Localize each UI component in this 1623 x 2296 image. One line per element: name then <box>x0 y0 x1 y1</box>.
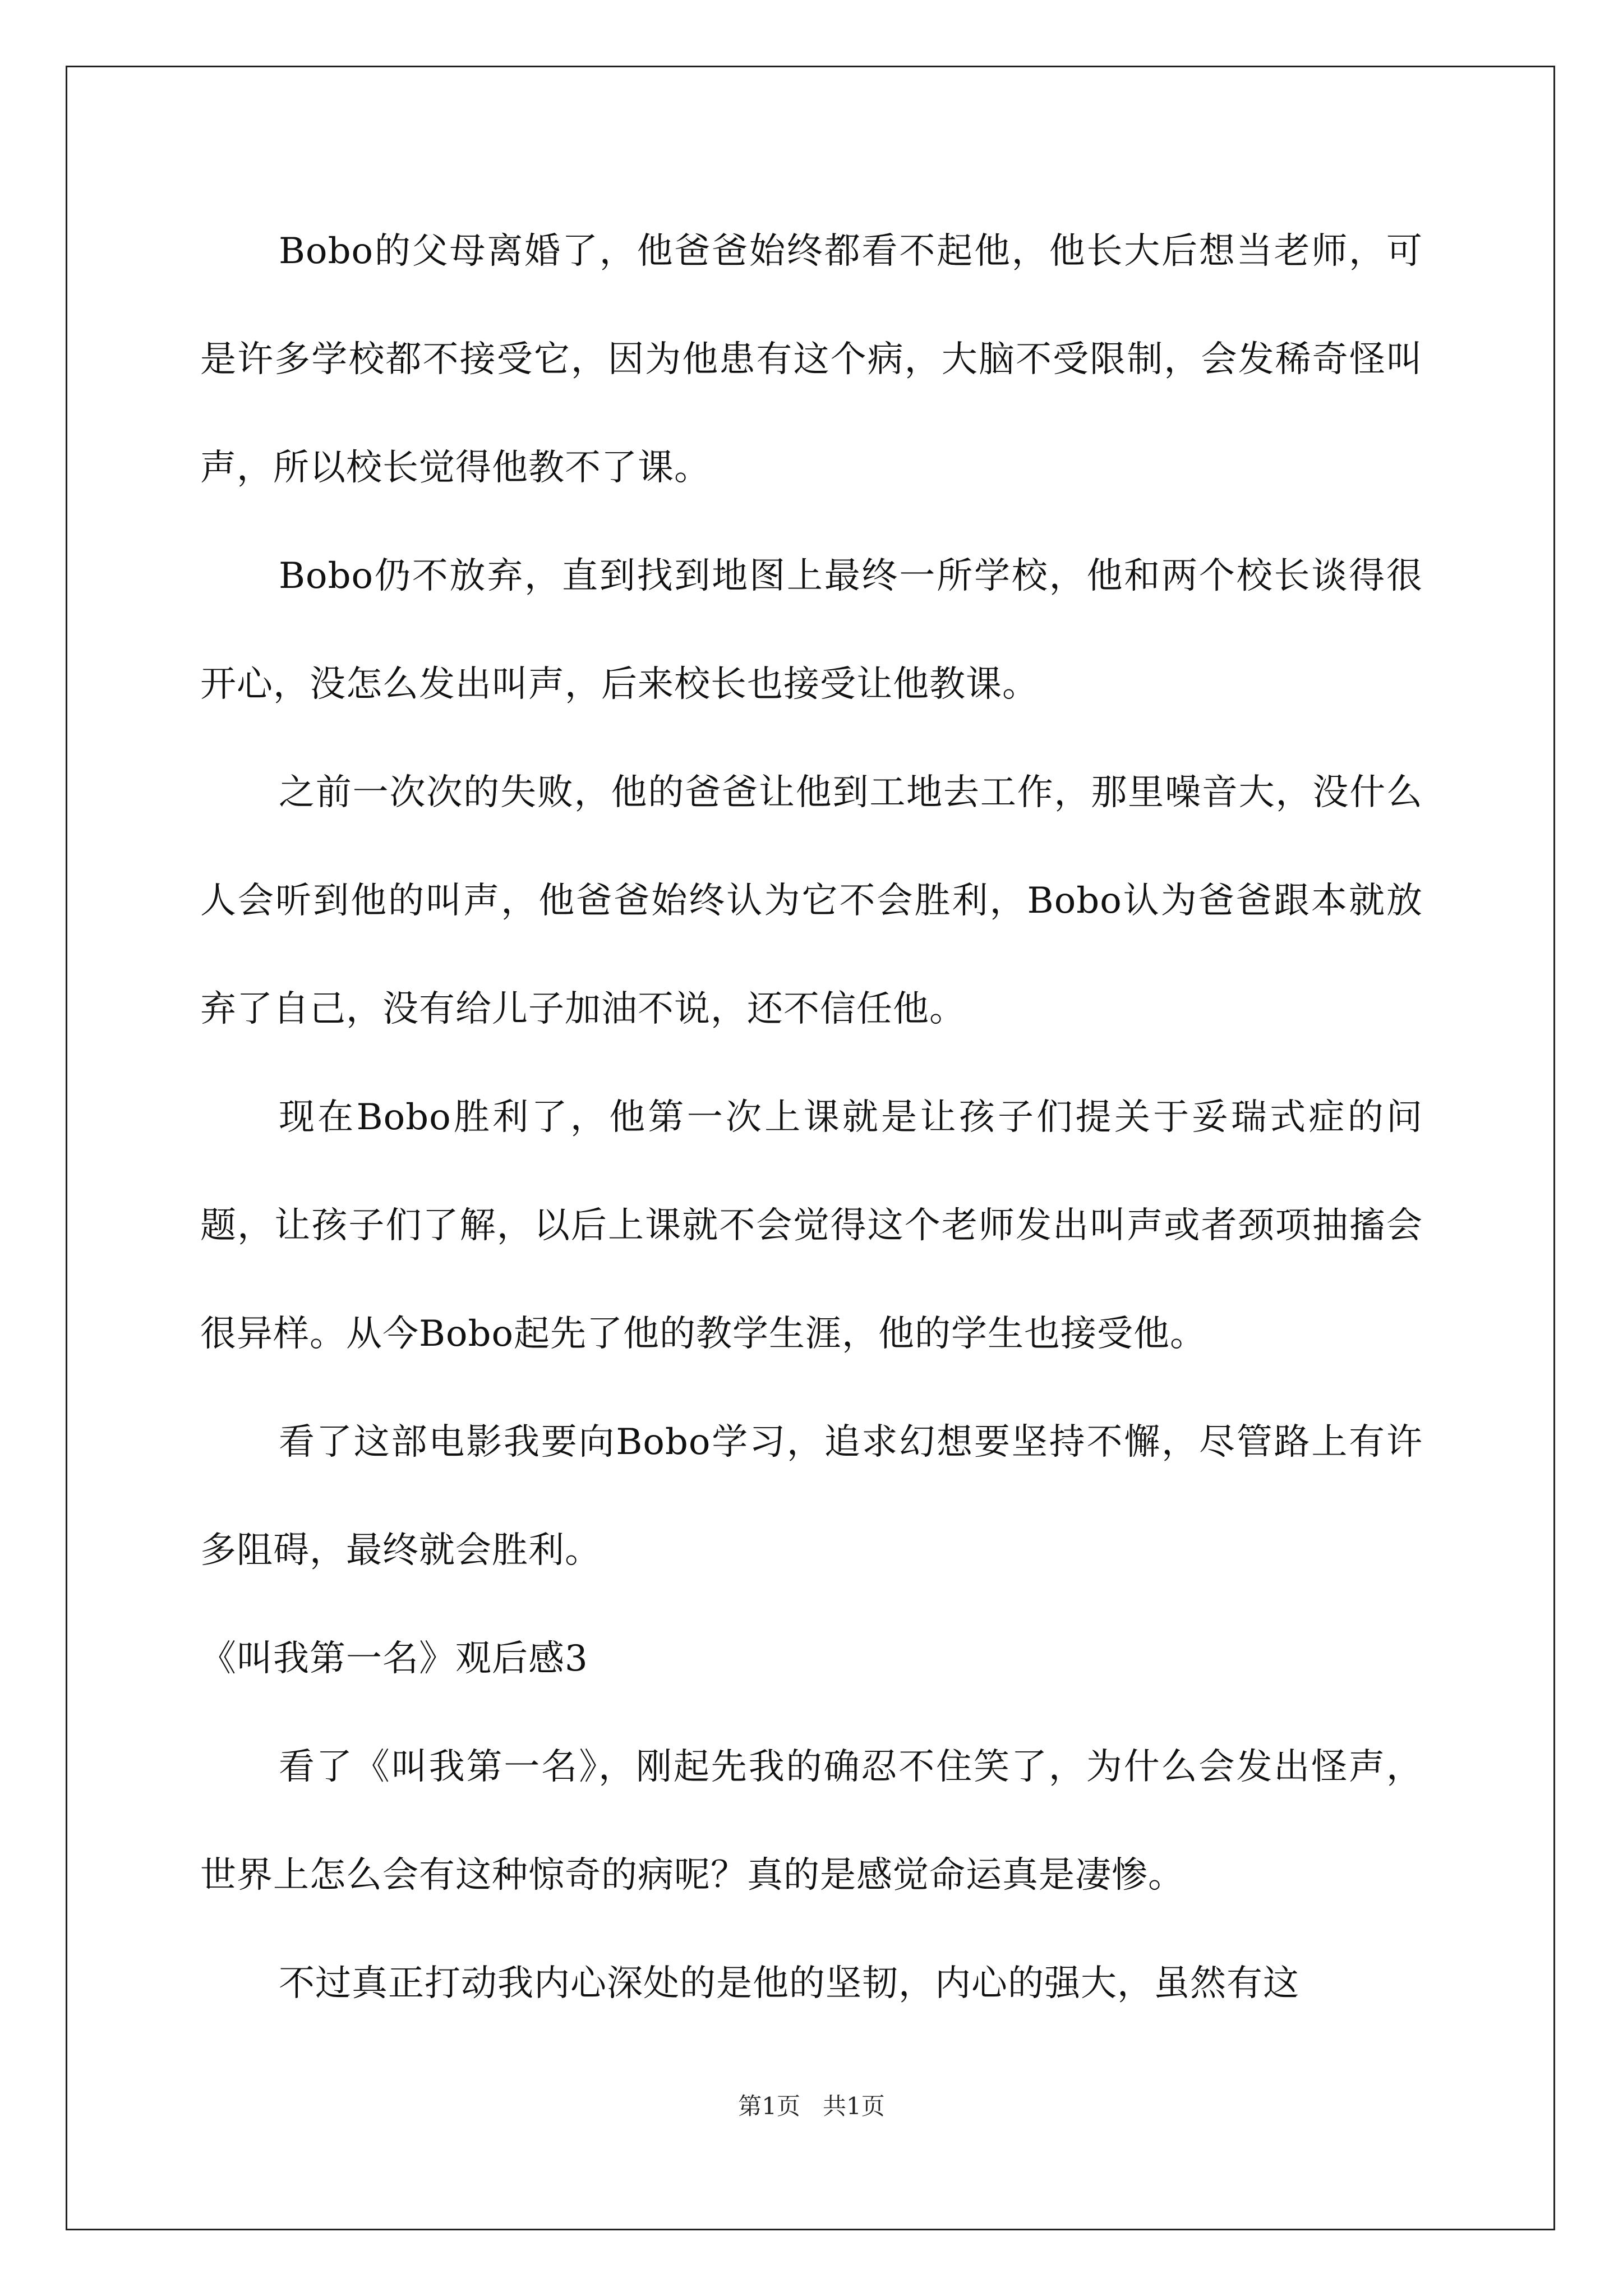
document-body <box>200 197 1423 2038</box>
section-heading: 《叫我第一名》观后感3 <box>200 1638 588 1680</box>
paragraph: 现在Bobo胜利了，他第一次上课就是让孩子们提关于妥瑞式症的问题，让孩子们了解，以后上课就不会觉得这个老师发出叫声或者颈项抽搐会很异样。从今Bobo起先了他的教学生涯，他的学生也接受他。 <box>200 1097 1423 1355</box>
paragraph: 看了这部电影我要向Bobo学习，追求幻想要坚持不懈，尽管路上有许多阻碍，最终就会胜利。 <box>200 1421 1423 1571</box>
paragraph: 不过真正打动我内心深处的是他的坚韧，内心的强大，虽然有这 <box>279 1963 1299 2004</box>
page-footer: 第1页 共1页 <box>738 2092 885 2120</box>
paragraph: 看了《叫我第一名》，刚起先我的确忍不住笑了，为什么会发出怪声，世界上怎么会有这种惊奇的病呢？真的是感觉命运真是凄惨。 <box>200 1746 1423 1896</box>
paragraph: 之前一次次的失败，他的爸爸让他到工地去工作，那里噪音大，没什么人会听到他的叫声，他爸爸始终认为它不会胜利，Bobo认为爸爸跟本就放弃了自己，没有给儿子加油不说，还不信任他。 <box>200 772 1423 1030</box>
paragraph: Bobo仍不放弃，直到找到地图上最终一所学校，他和两个校长谈得很开心，没怎么发出叫声，后来校长也接受让他教课。 <box>200 555 1423 705</box>
paragraph: Bobo的父母离婚了，他爸爸始终都看不起他，他长大后想当老师，可是许多学校都不接受它，因为他患有这个病，大脑不受限制，会发稀奇怪叫声，所以校长觉得他教不了课。 <box>200 231 1423 489</box>
